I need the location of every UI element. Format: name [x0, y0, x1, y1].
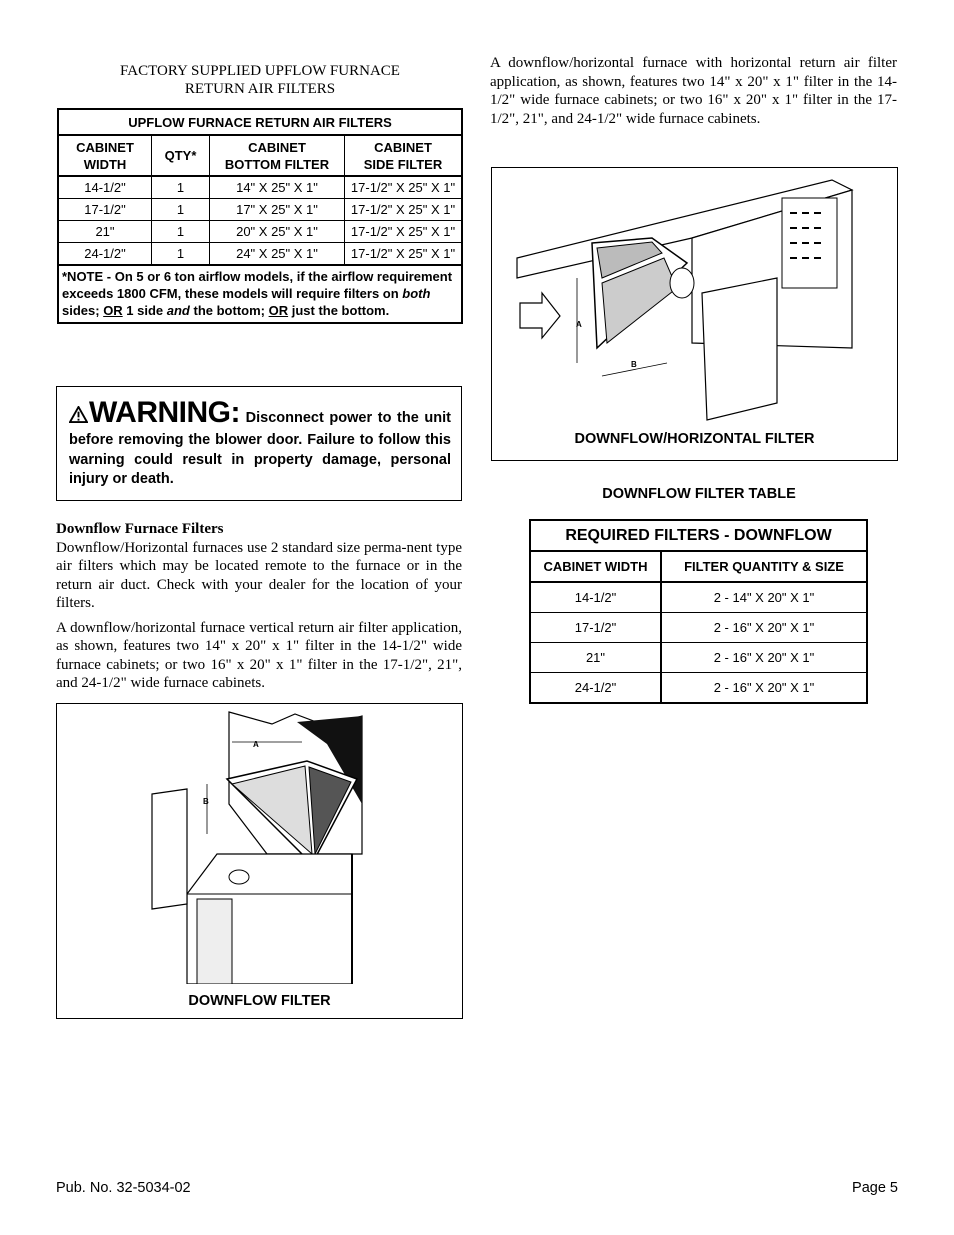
- cell-side-filter: 17-1/2" X 25" X 1": [345, 199, 463, 221]
- cell-width: 14-1/2": [58, 176, 152, 199]
- table-row: [58, 243, 462, 266]
- header-bottom-filter: CABINET BOTTOM FILTER: [210, 135, 345, 176]
- table-row: [530, 643, 867, 673]
- cell-filter-size: 2 - 16" X 20" X 1": [661, 643, 867, 673]
- dimension-b-label: B: [631, 360, 637, 369]
- dimension-a-label: A: [253, 740, 259, 749]
- table-row: [58, 221, 462, 243]
- cell-qty: 1: [152, 243, 210, 266]
- upflow-table-title: UPFLOW FURNACE RETURN AIR FILTERS: [58, 109, 462, 135]
- figure-caption: DOWNFLOW FILTER: [188, 993, 331, 1009]
- table-row: [58, 176, 462, 199]
- horizontal-filter-figure: [491, 167, 898, 461]
- cell-side-filter: 17-1/2" X 25" X 1": [345, 221, 463, 243]
- upflow-table-note: *NOTE - On 5 or 6 ton airflow models, if the airflow requirement exceeds 1800 CFM, these models will require filters on both sides; OR 1 side and the bottom; OR just the bottom.: [58, 265, 462, 323]
- downflow-paragraph-2: A downflow/horizontal furnace vertical return air filter application, as shown, features two 14" x 20" x 1" filter in the 14-1/2" wide furnace cabinets; or two 16" x 20" x 1" filter in the 17-1/2", 21", and 24-1/2" wide furnace cabinets.: [56, 619, 462, 691]
- upflow-filters-table: [57, 108, 463, 324]
- cell-bottom-filter: 24" X 25" X 1": [210, 243, 345, 266]
- downflow-filter-illustration: [57, 704, 462, 984]
- warning-title: WARNING:: [89, 396, 240, 429]
- header-side-filter: CABINET SIDE FILTER: [345, 135, 463, 176]
- cell-bottom-filter: 17" X 25" X 1": [210, 199, 345, 221]
- warning-box: [56, 386, 462, 501]
- upflow-heading-line1: FACTORY SUPPLIED UPFLOW FURNACE: [120, 63, 400, 79]
- figure-caption: DOWNFLOW/HORIZONTAL FILTER: [574, 431, 815, 447]
- cell-width: 21": [58, 221, 152, 243]
- downflow-paragraph-1: Downflow/Horizontal furnaces use 2 standard size perma-nent type air filters which may be located remote to the furnace or in the return air duct. Check with your dealer for the location of your filters.: [56, 539, 462, 611]
- table-row: [530, 673, 867, 704]
- section-title: Downflow Furnace Filters: [56, 521, 224, 537]
- header-cabinet-width: CABINET WIDTH: [530, 551, 661, 582]
- cell-bottom-filter: 20" X 25" X 1": [210, 221, 345, 243]
- cell-filter-size: 2 - 16" X 20" X 1": [661, 613, 867, 643]
- cell-qty: 1: [152, 199, 210, 221]
- cell-filter-size: 2 - 16" X 20" X 1": [661, 673, 867, 704]
- table-row: [58, 199, 462, 221]
- horizontal-filter-illustration: [492, 168, 897, 430]
- cell-width: 14-1/2": [530, 582, 661, 613]
- cell-width: 21": [530, 643, 661, 673]
- horizontal-filter-paragraph: A downflow/horizontal furnace with horizontal return air filter application, as shown, features two 14" x 20" x 1" filter in the 14-1/2" wide furnace cabinets; or two 16" x 20" x 1" filter in the 17-1/2", 21", and 24-1/2" wide furnace cabinets.: [490, 55, 897, 127]
- page-number: Page 5: [852, 1180, 898, 1196]
- cell-filter-size: 2 - 14" X 20" X 1": [661, 582, 867, 613]
- header-filter-size: FILTER QUANTITY & SIZE: [661, 551, 867, 582]
- publication-number: Pub. No. 32-5034-02: [56, 1180, 191, 1196]
- cell-qty: 1: [152, 221, 210, 243]
- cell-qty: 1: [152, 176, 210, 199]
- upflow-heading-line2: RETURN AIR FILTERS: [184, 81, 336, 97]
- cell-width: 17-1/2": [58, 199, 152, 221]
- dimension-a-label: A: [576, 320, 582, 329]
- header-cabinet-width: CABINET WIDTH: [58, 135, 152, 176]
- cell-side-filter: 17-1/2" X 25" X 1": [345, 243, 463, 266]
- table-row: [530, 582, 867, 613]
- downflow-filter-figure: [56, 703, 463, 1019]
- cell-width: 24-1/2": [530, 673, 661, 704]
- header-qty: QTY*: [152, 135, 210, 176]
- cell-side-filter: 17-1/2" X 25" X 1": [345, 176, 463, 199]
- dimension-b-label: B: [203, 797, 209, 806]
- table-row: [530, 613, 867, 643]
- downflow-table-title: REQUIRED FILTERS - DOWNFLOW: [530, 520, 867, 551]
- downflow-filters-section: [56, 520, 462, 693]
- cell-width: 17-1/2": [530, 613, 661, 643]
- downflow-filters-table: [529, 519, 868, 704]
- downflow-table-caption: DOWNFLOW FILTER TABLE: [602, 486, 796, 502]
- cell-bottom-filter: 14" X 25" X 1": [210, 176, 345, 199]
- warning-text: Disconnect power to the unit before removing the blower door. Failure to follow this warning could result in property damage, personal injury or death.: [69, 410, 452, 487]
- warning-triangle-icon: [69, 406, 88, 423]
- upflow-filters-heading: [58, 62, 462, 98]
- cell-width: 24-1/2": [58, 243, 152, 266]
